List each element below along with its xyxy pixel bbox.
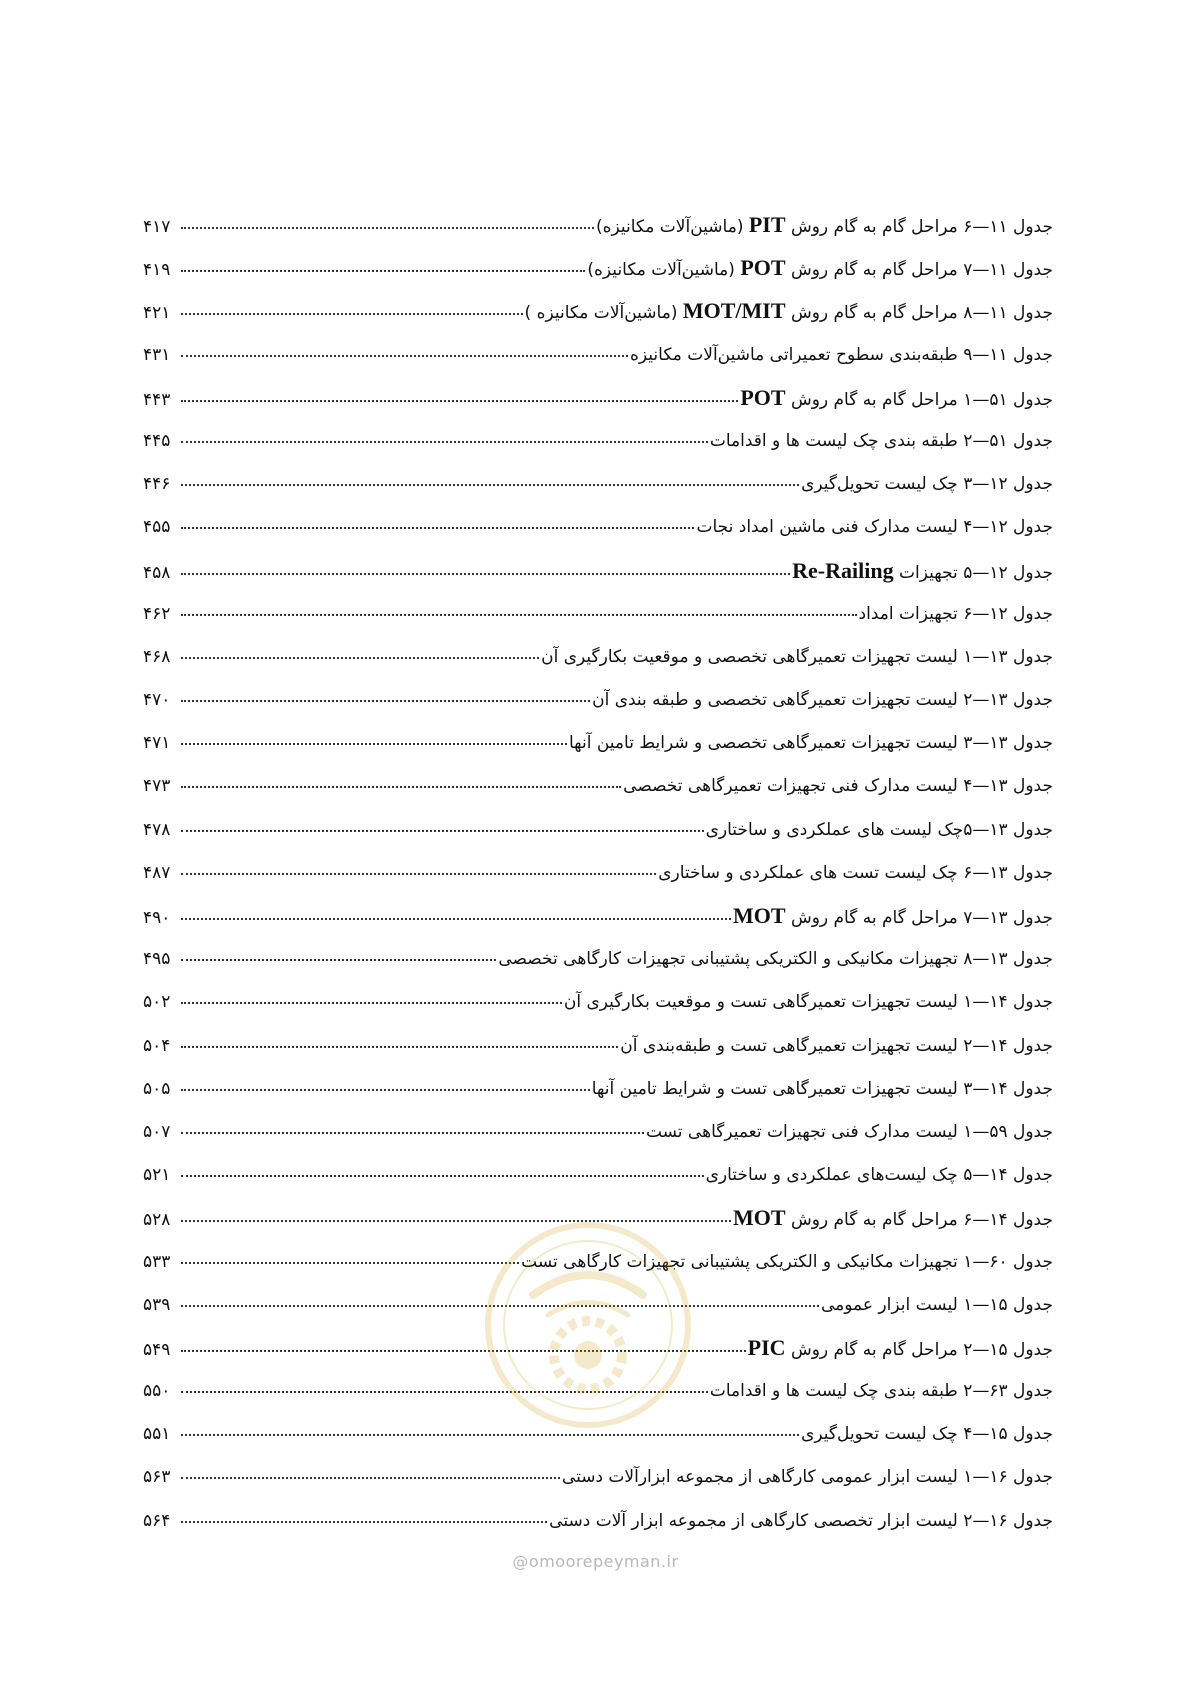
dot-leader	[181, 484, 799, 486]
toc-entry-text: جدول ۵۱—۲ طبقه بندی چک لیست ها و اقدامات	[709, 430, 1053, 451]
dot-leader	[181, 355, 628, 357]
toc-entry-text: جدول ۱۳—۵چک لیست های عملکردی و ساختاری	[705, 819, 1053, 840]
toc-entry[interactable]	[143, 645, 1053, 688]
toc-entry-page-number: ۵۰۵	[143, 1078, 171, 1099]
toc-entry[interactable]	[143, 515, 1053, 558]
dot-leader	[181, 227, 594, 229]
toc-entry[interactable]	[143, 774, 1053, 817]
toc-entry-text: جدول ۱۵—۱ لیست ابزار عمومی	[821, 1294, 1053, 1315]
website-watermark: @omoorepeyman.ir	[512, 1552, 679, 1571]
toc-entry-text: جدول ۱۱—۷ مراحل گام به گام روش	[785, 260, 1053, 281]
toc-entry-page-number: ۴۴۵	[143, 430, 171, 451]
toc-entry-page-number: ۵۰۷	[143, 1121, 171, 1142]
toc-entry-text: جدول ۱۳—۳ لیست تجهیزات تعمیرگاهی تخصصی و شرایط تامین آنها	[568, 733, 1053, 754]
toc-entry-title	[696, 515, 1053, 539]
toc-entry-page-number: ۴۴۶	[143, 474, 171, 495]
toc-entry-text: جدول ۱۳—۲ لیست تجهیزات تعمیرگاهی تخصصی و طبقه بندی آن	[592, 690, 1053, 711]
toc-entry-page-number: ۴۴۳	[143, 389, 171, 410]
toc-entry-method-code: Re-Railing	[792, 558, 894, 583]
dot-leader	[181, 573, 790, 575]
toc-entry-text: جدول ۱۲—۳ چک لیست تحویل‌گیری	[801, 474, 1053, 495]
dot-leader	[181, 743, 567, 745]
toc-entry-title	[710, 429, 1053, 453]
toc-entry-title	[706, 1163, 1053, 1187]
toc-entry[interactable]	[143, 256, 1053, 299]
dot-leader	[181, 918, 731, 920]
dot-leader	[181, 1089, 590, 1091]
toc-entry-text-suffix: (ماشین‌آلات مکانیزه)	[587, 260, 741, 281]
omoorepeyman-logo-watermark	[478, 1215, 698, 1435]
toc-entry-page-number: ۴۵۵	[143, 517, 171, 538]
toc-entry-title	[748, 1336, 1053, 1362]
toc-entry-title	[740, 386, 1053, 412]
toc-entry-page-number: ۴۹۰	[143, 908, 171, 928]
toc-entry-title	[564, 990, 1053, 1014]
toc-entry[interactable]	[143, 731, 1053, 774]
toc-entry-title	[541, 645, 1053, 669]
toc-entry-page-number: ۴۸۷	[143, 862, 171, 883]
toc-entry-page-number: ۴۷۰	[143, 690, 171, 711]
toc-entry-text: جدول ۱۶—۲ لیست ابزار تخصصی کارگاهی از مجموعه ابزار آلات دستی	[549, 1510, 1053, 1531]
toc-entry-text: جدول ۱۵—۲ مراحل گام به گام روش	[785, 1339, 1053, 1360]
toc-entry[interactable]	[143, 904, 1053, 947]
toc-entry[interactable]	[143, 1163, 1053, 1206]
toc-entry-text: جدول ۱۳—۴ لیست مدارک فنی تجهیزات تعمیرگاهی تخصصی	[623, 776, 1053, 797]
toc-entry-title	[859, 602, 1053, 626]
toc-entry-title	[792, 559, 1053, 585]
toc-entry[interactable]	[143, 602, 1053, 645]
toc-entry-text: جدول ۱۱—۹ طبقه‌بندی سطوح تعمیراتی ماشین‌آلات مکانیزه	[630, 344, 1053, 365]
toc-entry-page-number: ۴۵۸	[143, 562, 171, 583]
dot-leader	[181, 700, 590, 702]
toc-entry-text: جدول ۱۶—۱ لیست ابزار عمومی کارگاهی از مجموعه ابزارآلات دستی	[561, 1467, 1053, 1488]
toc-entry-title	[592, 688, 1053, 712]
dot-leader	[181, 1262, 519, 1264]
dot-leader	[181, 441, 708, 443]
toc-entry-text: جدول ۱۳—۷ مراحل گام به گام روش	[785, 908, 1053, 928]
toc-entry-title	[733, 904, 1053, 930]
toc-entry-text-suffix: (ماشین‌آلات مکانیزه)	[595, 217, 749, 237]
toc-entry-page-number: ۵۰۴	[143, 1035, 171, 1056]
toc-entry-text: جدول ۱۲—۶ تجهیزات امداد	[858, 603, 1053, 624]
toc-entry-title	[620, 1034, 1053, 1058]
dot-leader	[181, 1046, 618, 1048]
toc-entry[interactable]	[143, 990, 1053, 1033]
toc-entry-text: جدول ۱۱—۶ مراحل گام به گام روش	[785, 217, 1053, 237]
toc-entry-page-number: ۵۵۰	[143, 1381, 171, 1402]
toc-entry[interactable]	[143, 386, 1053, 429]
toc-entry[interactable]	[143, 1034, 1053, 1077]
toc-entry[interactable]	[143, 818, 1053, 861]
toc-entry-page-number: ۵۶۴	[143, 1510, 171, 1531]
toc-entry-text: جدول ۱۴—۱ لیست تجهیزات تعمیرگاهی تست و موقعیت بکارگیری آن	[563, 992, 1053, 1013]
dot-leader	[181, 657, 539, 659]
toc-entry-title	[623, 774, 1053, 798]
toc-entry-page-number: ۴۷۳	[143, 776, 171, 797]
toc-entry-text: جدول ۱۵—۴ چک لیست تحویل‌گیری	[801, 1424, 1053, 1445]
toc-entry-page-number: ۴۲۱	[143, 303, 171, 324]
dot-leader	[181, 1521, 547, 1523]
toc-entry-text: جدول ۱۴—۳ لیست تجهیزات تعمیرگاهی تست و شرایط تامین آنها	[591, 1078, 1053, 1099]
toc-entry-text: جدول ۶۰—۱ تجهیزات مکانیکی و الکتریکی پشتیبانی تجهیزات کارگاهی تست	[521, 1251, 1053, 1272]
toc-entry-page-number: ۴۱۹	[143, 260, 171, 281]
toc-entry[interactable]	[143, 861, 1053, 904]
toc-entry-text: جدول ۱۱—۸ مراحل گام به گام روش	[785, 303, 1053, 324]
toc-entry-page-number: ۴۷۸	[143, 819, 171, 840]
toc-entry-title	[733, 1206, 1053, 1232]
dot-leader	[181, 400, 738, 402]
toc-entry-text: جدول ۱۲—۴ لیست مدارک فنی ماشین امداد نجات	[696, 517, 1053, 538]
dot-leader	[181, 270, 585, 272]
toc-entry-page-number: ۵۲۱	[143, 1165, 171, 1186]
toc-entry-text: جدول ۱۳—۶ چک لیست تست های عملکردی و ساختاری	[658, 862, 1053, 883]
dot-leader	[181, 614, 857, 616]
toc-entry-text: جدول ۱۴—۵ چک لیست‌های عملکردی و ساختاری	[705, 1165, 1053, 1186]
toc-entry-title	[569, 731, 1053, 755]
toc-entry-method-code: MOT	[732, 904, 786, 928]
dot-leader	[181, 1175, 704, 1177]
toc-entry-text: جدول ۶۳—۲ طبقه بندی چک لیست ها و اقدامات	[709, 1381, 1053, 1402]
toc-entry-method-code: MOT	[732, 1206, 786, 1231]
toc-entry[interactable]	[143, 688, 1053, 731]
toc-entry-text: جدول ۱۳—۸ تجهیزات مکانیکی و الکتریکی پشتیبانی تجهیزات کارگاهی تخصصی	[498, 949, 1053, 970]
dot-leader	[181, 873, 656, 875]
toc-entry-title	[821, 1293, 1053, 1317]
toc-entry-method-code: PIT	[748, 213, 786, 237]
toc-entry-title	[562, 1465, 1053, 1489]
toc-entry[interactable]	[143, 343, 1053, 386]
dot-leader	[181, 1132, 644, 1134]
toc-entry[interactable]	[143, 213, 1053, 256]
toc-entry-page-number: ۴۱۷	[143, 217, 171, 237]
toc-entry-page-number: ۵۴۹	[143, 1339, 171, 1360]
toc-entry-title	[801, 1422, 1053, 1446]
toc-entry-title	[658, 861, 1053, 885]
toc-entry-title	[587, 256, 1053, 282]
toc-entry-page-number: ۴۶۲	[143, 603, 171, 624]
toc-entry[interactable]	[143, 299, 1053, 342]
dot-leader	[181, 527, 694, 529]
toc-entry-text-suffix: (ماشین‌آلات مکانیزه )	[524, 303, 683, 324]
toc-entry-text: جدول ۱۲—۵ تجهیزات	[893, 562, 1053, 583]
toc-entry-page-number: ۵۵۱	[143, 1424, 171, 1445]
toc-entry-title	[646, 1120, 1053, 1144]
dot-leader	[181, 959, 496, 961]
toc-entry[interactable]	[143, 429, 1053, 472]
toc-entry-page-number: ۵۰۲	[143, 992, 171, 1013]
toc-entry-title	[801, 472, 1053, 496]
toc-entry-title	[630, 343, 1053, 367]
toc-entry-title	[596, 213, 1053, 239]
toc-entry[interactable]	[143, 1509, 1053, 1552]
toc-entry-title	[549, 1509, 1053, 1533]
toc-entry-text: جدول ۵۹—۱ لیست مدارک فنی تجهیزات تعمیرگاهی تست	[645, 1121, 1053, 1142]
dot-leader	[181, 313, 523, 315]
dot-leader	[181, 1477, 560, 1479]
toc-entry-title	[592, 1077, 1053, 1101]
toc-entry-title	[498, 947, 1053, 971]
toc-entry-page-number: ۵۳۳	[143, 1251, 171, 1272]
toc-entry-page-number: ۴۶۸	[143, 646, 171, 667]
dot-leader	[181, 1002, 562, 1004]
toc-entry-page-number: ۵۲۸	[143, 1210, 171, 1231]
dot-leader	[181, 830, 704, 832]
toc-entry-text: جدول ۱۴—۶ مراحل گام به گام روش	[785, 1210, 1053, 1231]
toc-entry[interactable]	[143, 1120, 1053, 1163]
toc-entry-method-code: POT	[740, 256, 786, 281]
toc-entry-page-number: ۴۹۵	[143, 949, 171, 970]
toc-entry[interactable]	[143, 472, 1053, 515]
toc-entry[interactable]	[143, 1077, 1053, 1120]
toc-entry-method-code: PIC	[747, 1335, 786, 1360]
toc-entry-title	[706, 818, 1053, 842]
toc-entry-text: جدول ۱۳—۱ لیست تجهیزات تعمیرگاهی تخصصی و موقعیت بکارگیری آن	[541, 646, 1053, 667]
toc-entry-method-code: POT	[740, 385, 786, 410]
dot-leader	[181, 786, 621, 788]
toc-entry-text: جدول ۱۴—۲ لیست تجهیزات تعمیرگاهی تست و طبقه‌بندی آن	[620, 1035, 1053, 1056]
toc-entry-page-number: ۴۷۱	[143, 733, 171, 754]
toc-entry-page-number: ۵۶۳	[143, 1467, 171, 1488]
toc-entry-page-number: ۵۳۹	[143, 1294, 171, 1315]
toc-entry-method-code: MOT/MIT	[682, 299, 786, 324]
toc-entry[interactable]	[143, 559, 1053, 602]
toc-entry-page-number: ۴۳۱	[143, 344, 171, 365]
toc-entry[interactable]	[143, 1465, 1053, 1508]
toc-entry[interactable]	[143, 947, 1053, 990]
toc-entry-title	[525, 299, 1053, 325]
toc-entry-title	[710, 1379, 1053, 1403]
toc-entry-text: جدول ۵۱—۱ مراحل گام به گام روش	[785, 389, 1053, 410]
